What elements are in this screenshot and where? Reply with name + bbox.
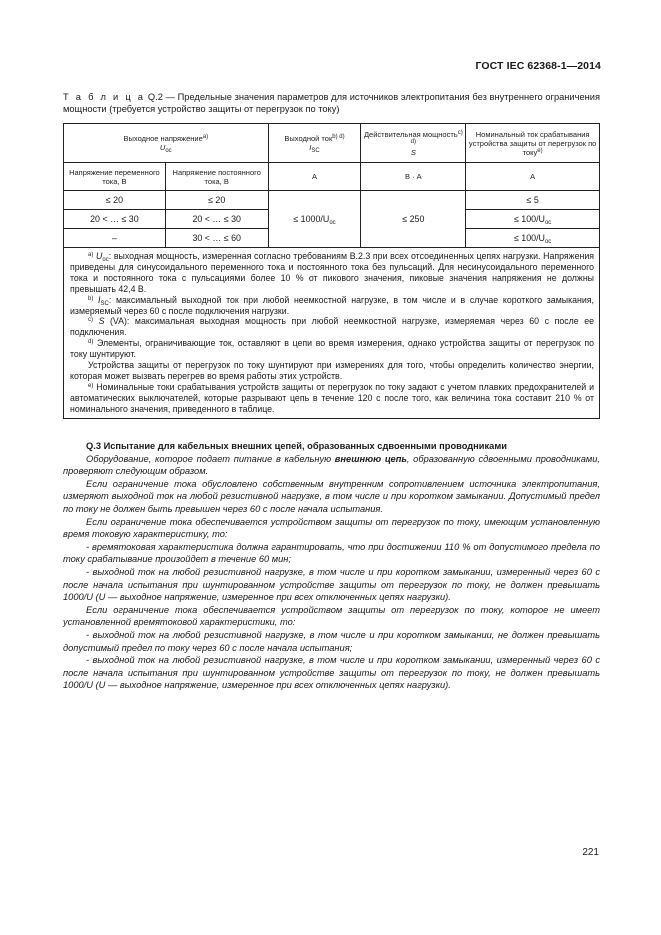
paragraph: Если ограничение тока обеспечивается устройством защиты от перегрузок по току, которое не имеет установленной времятоковой характеристики, то:	[63, 604, 600, 628]
note-b: $^{b)}$ $I_{SC}$: максимальный выходной ток при любой неемкостной нагрузке, в том числе и в случае короткого замыкания, измеряемый через 60 с после подключения нагрузки.	[70, 294, 594, 316]
table-row	[64, 191, 600, 210]
table-subheader-row	[64, 163, 600, 191]
section-q3	[63, 440, 600, 692]
paragraph: - времятоковая характеристика должна гарантировать, что при достижении 110 % от допустимого предела по току срабатывание произойдет в течение 60 мин;	[63, 541, 600, 565]
cell-dc: 20 < … ≤ 30	[165, 210, 268, 229]
cell-ac: 20 < … ≤ 30	[64, 210, 166, 229]
table-notes-row	[64, 248, 600, 419]
defined-term: внешнюю цепь	[334, 453, 407, 464]
table-caption-text: Q.2 — Предельные значения параметров для источников электропитания без внутреннего ограничения мощности (требуется устройство защиты от перегрузок по току)	[63, 92, 600, 114]
table-caption-label: Т а б л и ц а	[63, 92, 146, 102]
cell-dc: ≤ 20	[165, 191, 268, 210]
standard-designation: ГОСТ IEC 62368-1—2014	[475, 60, 601, 72]
header-voltage: Выходное напряжение$^{a)}$ $U_{ос}$	[64, 124, 269, 163]
unit-rated: А	[466, 163, 600, 191]
paragraph: - выходной ток на любой резистивной нагрузке, в том числе и при коротком замыкании, не должен превышать допустимый предел по току через 60 с после начала испытания;	[63, 629, 600, 653]
paragraph: Если ограничение тока обусловлено собственным внутренним сопротивлением источника электропитания, измеряют выходной ток на любой резистивной нагрузке, в том числе и при коротком замыкании. Допустимый предел по току не должен быть превышен через 60 с после начала испытания.	[63, 478, 600, 514]
paragraph: - выходной ток на любой резистивной нагрузке, в том числе и при коротком замыкании, измеренный через 60 с после начала испытания при шунтированном устройстве защиты от перегрузок по току, не должен превышать 1000/U (U — выходное напряжение, измеренное при всех отключенных цепях нагрузки).	[63, 655, 600, 691]
table-caption	[63, 91, 600, 115]
note-d: $^{d)}$ Элементы, ограничивающие ток, оставляют в цепи во время измерения, однако устройства защиты от перегрузок по току шунтируют.	[70, 338, 594, 360]
cell-ac: ≤ 20	[64, 191, 166, 210]
cell-dc: 30 < … ≤ 60	[165, 229, 268, 248]
section-heading: Q.3 Испытание для кабельных внешних цепей, образованных сдвоенными проводниками	[86, 441, 507, 451]
note-e: $^{e)}$ Номинальные токи срабатывания устройств защиты от перегрузок по току задают с учетом плавких предохранителей и автоматических выключателей, которые разрывают цепь в течение 120 с после того, как величина тока составит 210 % от номинального значения, приведенного в таблице.	[70, 381, 594, 414]
header-power: Действительная мощность$^{c) d)}$ S	[361, 124, 466, 163]
note-c: $^{c)}$ S (VA): максимальная выходная мощность при любой неемкостной нагрузке, измеряемая через 60 с после ее подключения.	[70, 316, 594, 338]
header-ac: Напряжение переменного тока, В	[64, 163, 166, 191]
header-rated-current: Номинальный ток срабатывания устройства защиты от перегрузок по току$^{e)}$	[466, 124, 600, 163]
paragraph: Если ограничение тока обеспечивается устройством защиты от перегрузок по току, имеющим установленную время токовую характеристику, то:	[63, 516, 600, 540]
table-notes	[64, 248, 600, 419]
note-a: $^{a)}$ $U_{ос}$: выходная мощность, измеренная согласно требованиям В.2.3 при всех отсоединенных цепях нагрузки. Напряжения приведены для синусоидального переменного тока и постоянного тока без пульсаций. Для несинусоидального переменного тока и постоянного тока с пульсациями более 10 % от пикового значения, пиковые значения напряжения не должны превышать 42,4 В.	[70, 251, 594, 294]
table-header-row	[64, 124, 600, 163]
paragraph: - выходной ток на любой резистивной нагрузке, в том числе и при коротком замыкании, измеренный через 60 с после начала испытания при шунтированном устройстве защиты от перегрузок по току, не должен превышать 1000/U (U — выходное напряжение, измеренное при всех отключенных цепях нагрузки).	[63, 566, 600, 603]
limits-table	[63, 123, 600, 419]
unit-power: В · А	[361, 163, 466, 191]
cell-ac: –	[64, 229, 166, 248]
cell-merged-power: ≤ 250	[361, 191, 466, 248]
paragraph: Оборудование, которое подает питание в кабельную внешнюю цепь, образованную сдвоенными проводниками, проверяют следующим образом.	[63, 453, 600, 477]
header-current: Выходной ток$^{b) d)}$ $I_{SC}$	[268, 124, 361, 163]
page-number: 221	[582, 847, 599, 858]
unit-current: А	[268, 163, 361, 191]
cell-merged-current: ≤ $1000/U_{ос}$	[268, 191, 361, 248]
cell-rated: ≤ $100/U_{ос}$	[466, 229, 600, 248]
header-dc: Напряжение постоянного тока, В	[165, 163, 268, 191]
cell-rated: ≤ 5	[466, 191, 600, 210]
cell-rated: ≤ $100/U_{ос}$	[466, 210, 600, 229]
note-d-continued: Устройства защиты от перегрузок по току шунтируют при измерениях для того, чтобы определить количество энергии, которая может вызвать перегрев во время работы этих устройств.	[70, 360, 594, 381]
